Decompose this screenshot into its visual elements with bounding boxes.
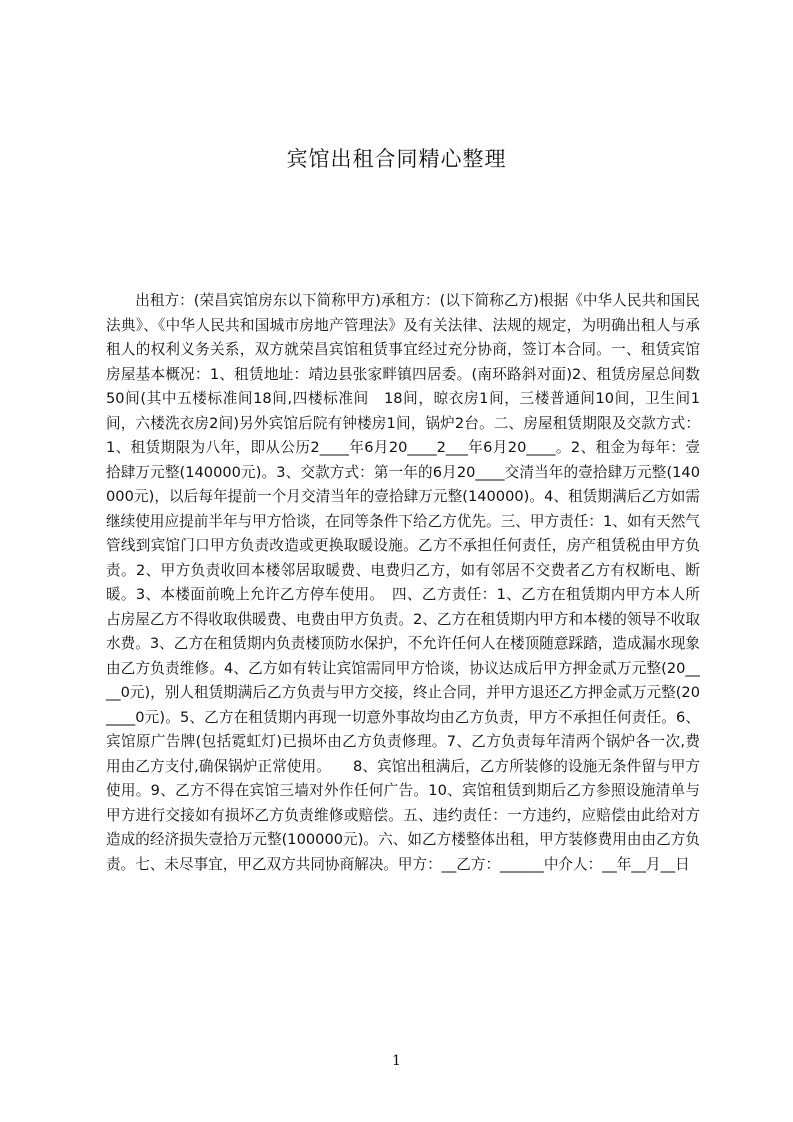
contract-body-text: 出租方：(荣昌宾馆房东以下简称甲方)承租方：(以下简称乙方)根据《中华人民共和国民法典》、《中华人民共和国城市房地产管理法》及有关法律、法规的规定，为明确出租人与承租人的权利义务关系，双方就荣昌宾馆租赁事宜经过充分协商，签订本合同。一、租赁宾馆房屋基本概况：1、租赁地址：靖边县张家畔镇四居委。(南环路斜对面)2、租赁房屋总间数 50间(其中五楼标准间18间,四楼标准间 18间，晾衣房1间，三楼普通间10间，卫生间1间，六楼洗衣房2间)另外宾馆后院有钟楼房1间，锅炉2台。二、房屋租赁期限及交款方式：1、租赁期限为八年，即从公历2____年6月20____2___年6月20____。2、租金为每年：壹拾肆万元整(140000元)。3、交款方式：第一年的6月20____交清当年的壹拾肆万元整(140000元)，以后每年提前一个月交清当年的壹拾肆万元整(140000)。4、租赁期满后乙方如需继续使用应提前半年与甲方恰谈，在同等条件下给乙方优先。三、甲方责任：1、如有天然气管线到宾馆门口甲方负责改造或更换取暖设施。乙方不承担任何责任，房产租赁税由甲方负责。2、甲方负责收回本楼邻居取暖费、电费归乙方，如有邻居不交费者乙方有权断电、断暖。3、本楼面前晚上允许乙方停车使用。 四、乙方责任：1、乙方在租赁期内甲方本人所占房屋乙方不得收取供暖费、电费由甲方负责。2、乙方在租赁期内甲方和本楼的领导不收取水费。3、乙方在租赁期内负责楼顶防水保护，不允许任何人在楼顶随意踩踏，造成漏水现象由乙方负责维修。4、乙方如有转让宾馆需同甲方恰谈，协议达成后甲方押金贰万元整(20____0元)，别人租赁期满后乙方负责与甲方交接，终止合同，并甲方退还乙方押金贰万元整(20____0元)。5、乙方在租赁期内再现一切意外事故均由乙方负责，甲方不承担任何责任。6、宾馆原广告牌(包括霓虹灯)已损坏由乙方负责修理。7、乙方负责每年清两个锅炉各一次,费用由乙方支付,确保锅炉正常使用。 8、宾馆出租满后，乙方所装修的设施无条件留与甲方使用。9、乙方不得在宾馆三墙对外作任何广告。10、宾馆租赁到期后乙方参照设施清单与甲方进行交接如有损坏乙方负责维修或赔偿。五、违约责任：一方违约，应赔偿由此给对方造成的经济损失壹拾万元整(100000元)。六、如乙方楼整体出租，甲方装修费用由由乙方负责。七、未尽事宜，甲乙双方共同协商解决。甲方：__乙方：______中介人：__年__月__日 [106,292,700,873]
page-number: 1 [392,1053,401,1069]
right-margin-mask [700,280,793,1000]
document-title: 宾馆出租合同精心整理 [286,147,507,171]
